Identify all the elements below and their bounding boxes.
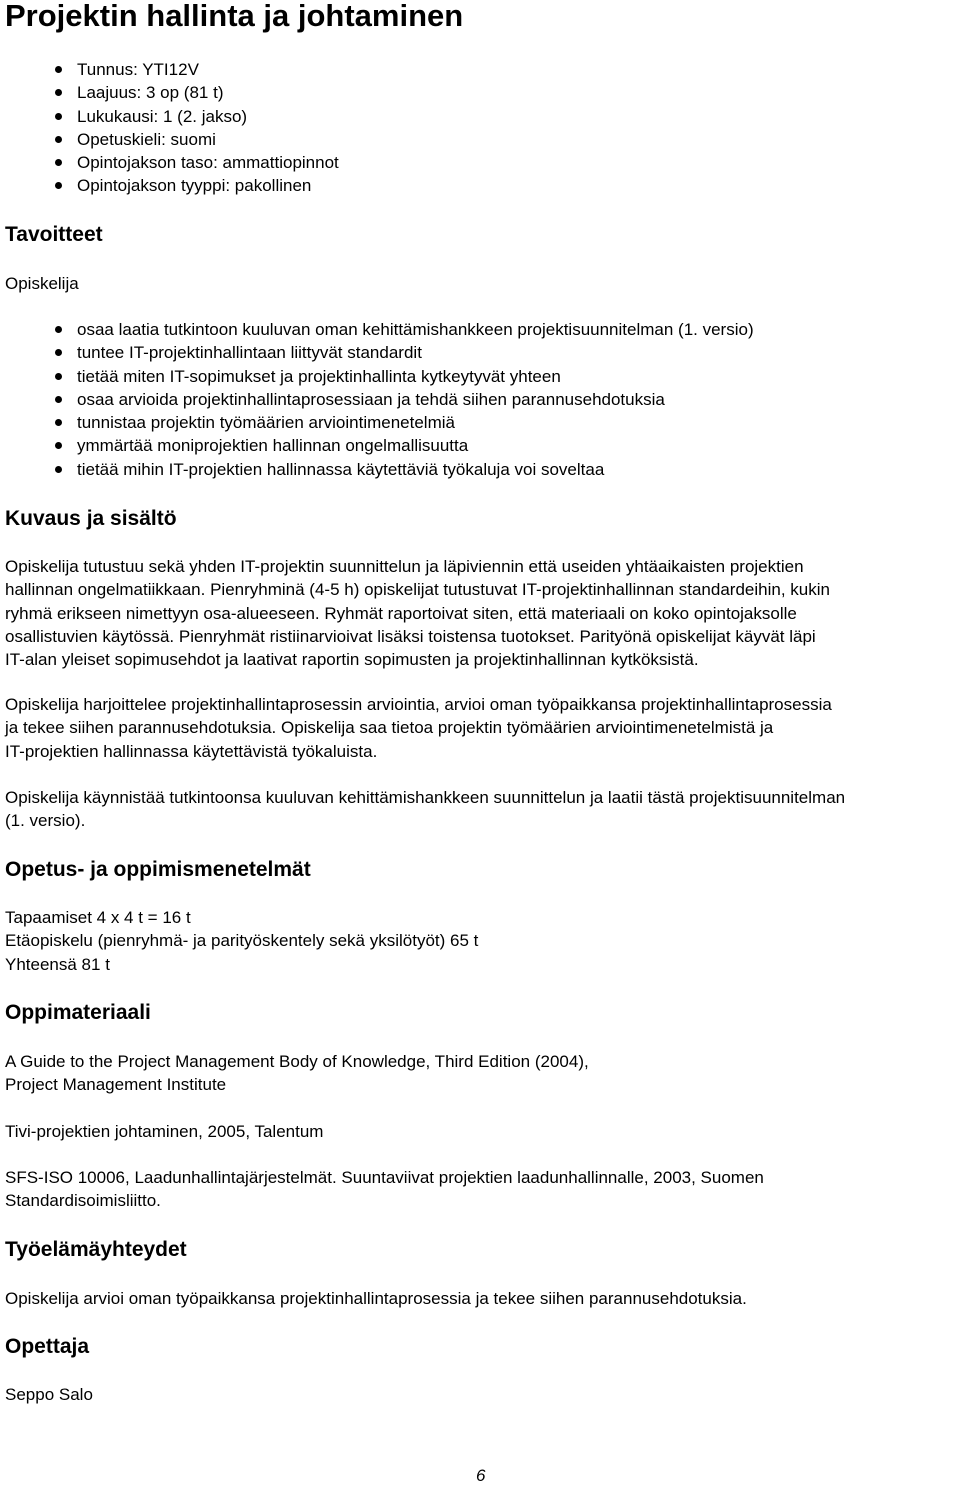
teacher-name	[5, 1383, 960, 1406]
course-info-list	[53, 58, 339, 198]
text-line: Opiskelija tutustuu sekä yhden IT-projektin suunnittelun ja läpiviennin että useiden yhtäaikaisten projektien	[5, 557, 804, 576]
heading-menetelmat: Opetus- ja oppimismenetelmät	[5, 858, 311, 881]
tavoitteet-intro: Opiskelija	[5, 274, 79, 293]
goal-item: tietää mihin IT-projektien hallinnassa käytettäviä työkaluja voi soveltaa	[53, 458, 754, 481]
text-line: IT-alan yleiset sopimusehdot ja laativat raportin sopimusten ja projektinhallinnan kytköksistä.	[5, 650, 699, 670]
heading-kuvaus: Kuvaus ja sisältö	[5, 507, 177, 530]
kuvaus-paragraph-3	[5, 786, 960, 833]
text-line: osallistuvien käytössä. Pienryhmät ristiinarvioivat lisäksi toistensa tuotokset. Parityönä opiskelijat käyvät läpi	[5, 626, 816, 646]
text-line: Opiskelija arvioi oman työpaikkansa projektinhallintaprosessia ja tekee siihen parannusehdotuksia.	[5, 1289, 747, 1308]
info-item-type: Opintojakson tyyppi: pakollinen	[53, 174, 339, 197]
text-line: (1. versio).	[5, 811, 86, 831]
goal-item: tietää miten IT-sopimukset ja projektinhallinta kytkeytyvät yhteen	[53, 365, 754, 388]
goal-item: tuntee IT-projektinhallintaan liittyvät standardit	[53, 341, 754, 364]
text-line: Project Management Institute	[5, 1075, 227, 1095]
tyoelama-text	[5, 1287, 960, 1310]
text-line: SFS-ISO 10006, Laadunhallintajärjestelmät. Suuntaviivat projektien laadunhallinnalle, 2003, Suomen	[5, 1168, 764, 1187]
menetelmat-text	[5, 906, 960, 976]
text-line: Tapaamiset 4 x 4 t = 16 t	[5, 908, 191, 927]
kuvaus-paragraph-1	[5, 555, 960, 671]
kuvaus-paragraph-2	[5, 693, 960, 763]
tavoitteet-list	[53, 318, 754, 481]
heading-tyoelama: Työelämäyhteydet	[5, 1238, 187, 1261]
info-item-level: Opintojakson taso: ammattiopinnot	[53, 151, 339, 174]
info-item-code: Tunnus: YTI12V	[53, 58, 339, 81]
heading-opettaja: Opettaja	[5, 1335, 90, 1358]
info-item-language: Opetuskieli: suomi	[53, 128, 339, 151]
heading-tavoitteet: Tavoitteet	[5, 223, 103, 246]
text-line: Standardisoimisliitto.	[5, 1191, 161, 1211]
text-line: Opiskelija käynnistää tutkintoonsa kuuluvan kehittämishankkeen suunnittelun ja laatii tästä projektisuunnitelman	[5, 788, 846, 807]
reference-1	[5, 1050, 960, 1097]
reference-2	[5, 1120, 960, 1143]
info-item-credits: Laajuus: 3 op (81 t)	[53, 81, 339, 104]
page-title: Projektin hallinta ja johtaminen	[5, 0, 464, 33]
goal-item: osaa laatia tutkintoon kuuluvan oman kehittämishankkeen projektisuunnitelman (1. versio)	[53, 318, 754, 341]
page-number: 6	[476, 1466, 486, 1485]
text-line: Seppo Salo	[5, 1385, 93, 1404]
text-line: ryhmä erikseen nimettyyn osa-alueeseen. Ryhmät raportoivat siten, että materiaali on koko opintojaksolle	[5, 603, 797, 623]
goal-item: tunnistaa projektin työmäärien arviointimenetelmiä	[53, 411, 754, 434]
text-line: hallinnan ongelmatiikkaan. Pienryhminä (4-5 h) opiskelijat tutustuvat IT-projektinhallinnan standardeihin, kukin	[5, 580, 830, 600]
text-line: Yhteensä 81 t	[5, 954, 110, 974]
goal-item: osaa arvioida projektinhallintaprosessiaan ja tehdä siihen parannusehdotuksia	[53, 388, 754, 411]
heading-oppimateriaali: Oppimateriaali	[5, 1001, 151, 1024]
text-line: ja tekee siihen parannusehdotuksia. Opiskelija saa tietoa projektin työmäärien arviointimenetelmistä ja	[5, 718, 774, 738]
text-line: IT-projektien hallinnassa käytettävistä työkaluista.	[5, 741, 378, 761]
text-line: A Guide to the Project Management Body of Knowledge, Third Edition (2004),	[5, 1052, 589, 1071]
reference-3	[5, 1166, 960, 1213]
text-line: Tivi-projektien johtaminen, 2005, Talentum	[5, 1122, 324, 1141]
goal-item: ymmärtää moniprojektien hallinnan ongelmallisuutta	[53, 434, 754, 457]
info-item-term: Lukukausi: 1 (2. jakso)	[53, 105, 339, 128]
text-line: Etäopiskelu (pienryhmä- ja parityöskentely sekä yksilötyöt) 65 t	[5, 931, 479, 951]
text-line: Opiskelija harjoittelee projektinhallintaprosessin arviointia, arvioi oman työpaikkansa projektinhallintaprosessia	[5, 695, 832, 714]
